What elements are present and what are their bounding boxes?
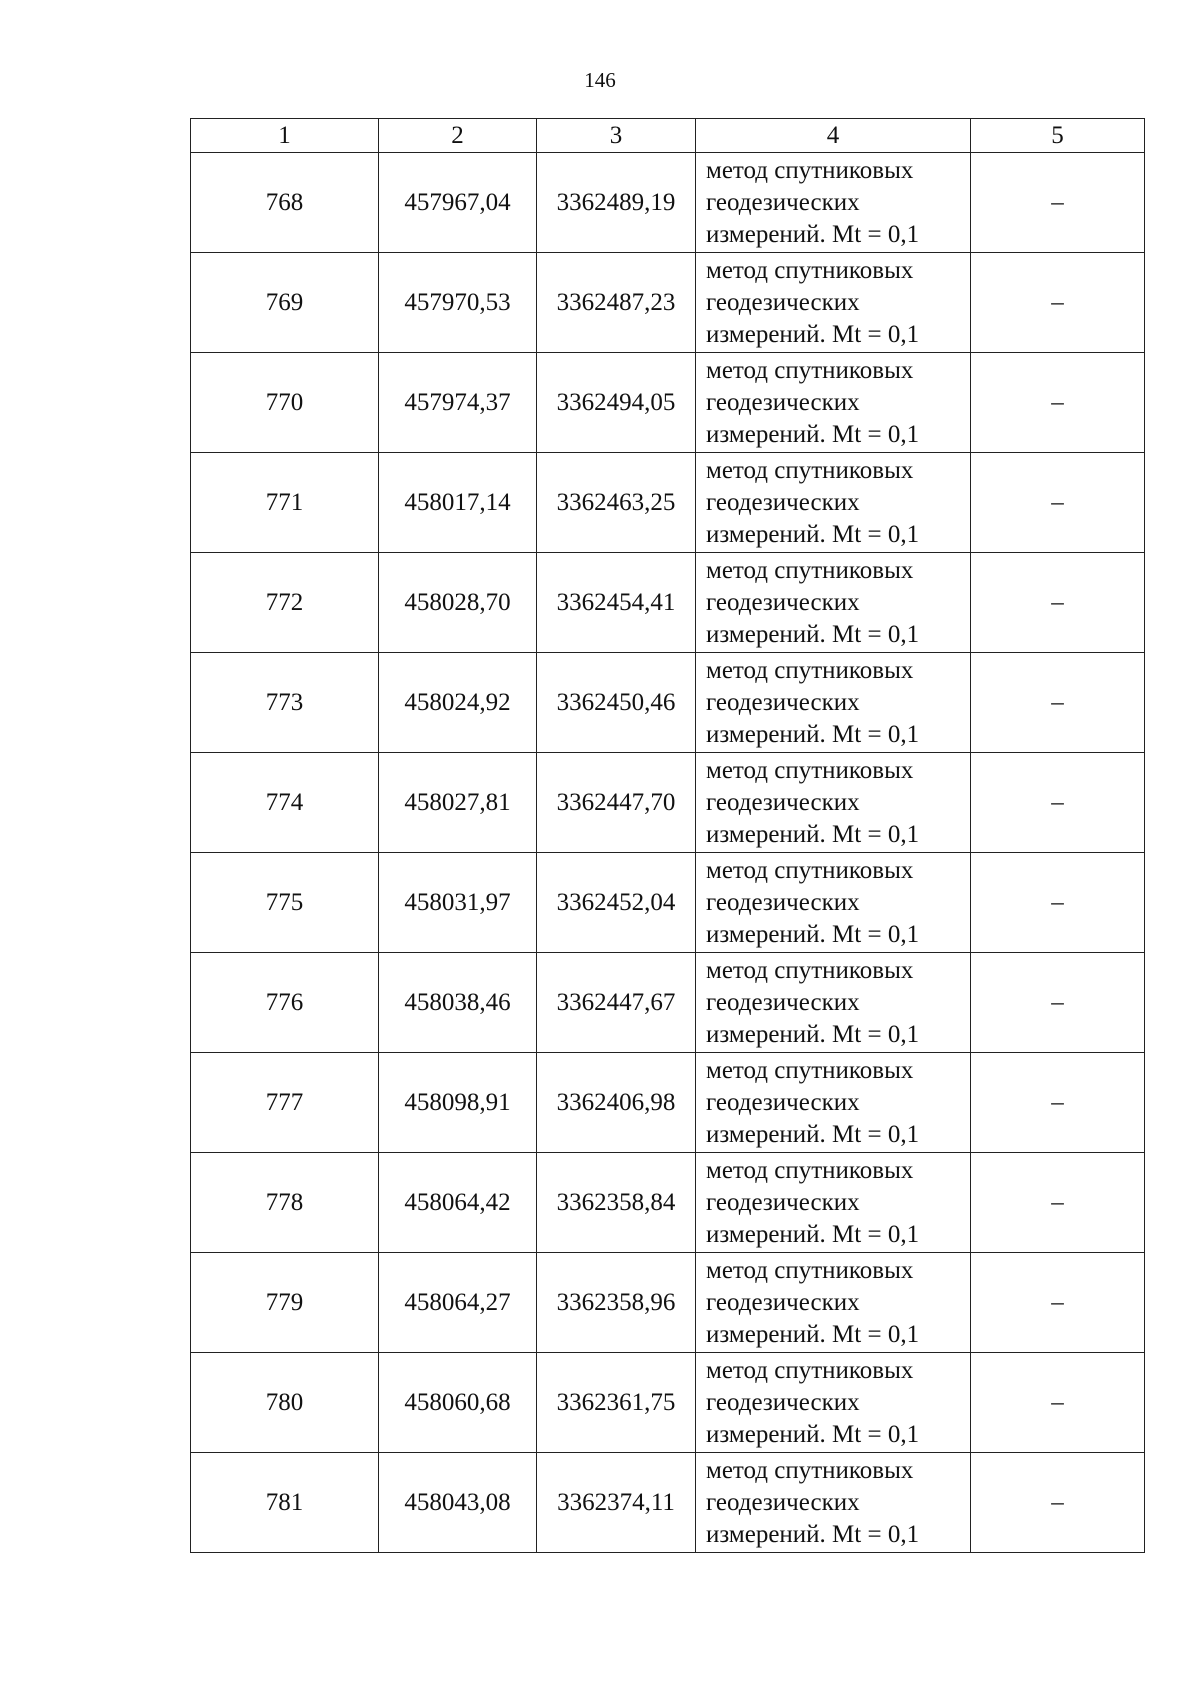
method-text-line: геодезических — [706, 888, 860, 916]
method-text-line: метод спутниковых — [706, 156, 914, 184]
note-cell: – — [971, 1253, 1145, 1353]
point-number-cell: 776 — [191, 953, 379, 1053]
method-text-line: измерений. Mt = 0,1 — [706, 1520, 920, 1548]
x-coordinate-cell: 458064,42 — [379, 1153, 537, 1253]
method-text-line: геодезических — [706, 188, 860, 216]
x-coordinate-cell: 458060,68 — [379, 1353, 537, 1453]
x-coordinate-cell: 458038,46 — [379, 953, 537, 1053]
method-text-line: геодезических — [706, 288, 860, 316]
method-text-line: измерений. Mt = 0,1 — [706, 1220, 920, 1248]
point-number-cell: 774 — [191, 753, 379, 853]
method-cell — [696, 453, 971, 553]
method-cell — [696, 153, 971, 253]
method-text-line: измерений. Mt = 0,1 — [706, 420, 920, 448]
method-text-line: геодезических — [706, 488, 860, 516]
point-number-cell: 771 — [191, 453, 379, 553]
page-number: 146 — [584, 68, 616, 92]
method-text-line: геодезических — [706, 588, 860, 616]
method-cell — [696, 653, 971, 753]
method-text-line: геодезических — [706, 1288, 860, 1316]
point-number-cell: 781 — [191, 1453, 379, 1553]
table-row — [191, 753, 1145, 853]
method-text-line: измерений. Mt = 0,1 — [706, 820, 920, 848]
method-text-line: измерений. Mt = 0,1 — [706, 620, 920, 648]
point-number-cell: 772 — [191, 553, 379, 653]
x-coordinate-cell: 458043,08 — [379, 1453, 537, 1553]
table-row — [191, 1053, 1145, 1153]
table-row — [191, 553, 1145, 653]
table-row — [191, 953, 1145, 1053]
header-col-2: 2 — [379, 119, 537, 153]
method-text-line: метод спутниковых — [706, 1356, 914, 1384]
method-text-line: метод спутниковых — [706, 856, 914, 884]
method-cell — [696, 1453, 971, 1553]
y-coordinate-cell: 3362454,41 — [537, 553, 696, 653]
table-body — [191, 153, 1145, 1553]
method-text-line: геодезических — [706, 1088, 860, 1116]
method-text-line: геодезических — [706, 688, 860, 716]
method-text-line: метод спутниковых — [706, 1456, 914, 1484]
method-text-line: измерений. Mt = 0,1 — [706, 1320, 920, 1348]
point-number-cell: 778 — [191, 1153, 379, 1253]
y-coordinate-cell: 3362489,19 — [537, 153, 696, 253]
y-coordinate-cell: 3362447,70 — [537, 753, 696, 853]
method-text-line: измерений. Mt = 0,1 — [706, 1020, 920, 1048]
y-coordinate-cell: 3362358,96 — [537, 1253, 696, 1353]
note-cell: – — [971, 353, 1145, 453]
note-cell: – — [971, 1053, 1145, 1153]
method-text-line: измерений. Mt = 0,1 — [706, 720, 920, 748]
table-row — [191, 853, 1145, 953]
point-number-cell: 780 — [191, 1353, 379, 1453]
method-cell — [696, 1353, 971, 1453]
x-coordinate-cell: 458017,14 — [379, 453, 537, 553]
note-cell: – — [971, 653, 1145, 753]
method-text-line: измерений. Mt = 0,1 — [706, 920, 920, 948]
x-coordinate-cell: 458028,70 — [379, 553, 537, 653]
method-text-line: геодезических — [706, 788, 860, 816]
point-number-cell: 770 — [191, 353, 379, 453]
note-cell: – — [971, 853, 1145, 953]
x-coordinate-cell: 458024,92 — [379, 653, 537, 753]
method-text-line: измерений. Mt = 0,1 — [706, 1120, 920, 1148]
method-cell — [696, 1053, 971, 1153]
method-text-line: геодезических — [706, 388, 860, 416]
method-text-line: метод спутниковых — [706, 1156, 914, 1184]
point-number-cell: 775 — [191, 853, 379, 953]
method-cell — [696, 353, 971, 453]
note-cell: – — [971, 753, 1145, 853]
method-text-line: метод спутниковых — [706, 1256, 914, 1284]
method-cell — [696, 853, 971, 953]
header-row — [191, 119, 1145, 153]
table-header — [191, 119, 1145, 153]
x-coordinate-cell: 458064,27 — [379, 1253, 537, 1353]
note-cell: – — [971, 1353, 1145, 1453]
method-cell — [696, 1153, 971, 1253]
table-row — [191, 1453, 1145, 1553]
point-number-cell: 779 — [191, 1253, 379, 1353]
note-cell: – — [971, 453, 1145, 553]
y-coordinate-cell: 3362447,67 — [537, 953, 696, 1053]
method-text-line: метод спутниковых — [706, 756, 914, 784]
method-text-line: измерений. Mt = 0,1 — [706, 220, 920, 248]
method-cell — [696, 953, 971, 1053]
method-text-line: метод спутниковых — [706, 956, 914, 984]
method-text-line: метод спутниковых — [706, 1056, 914, 1084]
x-coordinate-cell: 457974,37 — [379, 353, 537, 453]
y-coordinate-cell: 3362452,04 — [537, 853, 696, 953]
point-number-cell: 777 — [191, 1053, 379, 1153]
method-text-line: измерений. Mt = 0,1 — [706, 520, 920, 548]
y-coordinate-cell: 3362487,23 — [537, 253, 696, 353]
method-cell — [696, 253, 971, 353]
note-cell: – — [971, 953, 1145, 1053]
table-row — [191, 353, 1145, 453]
point-number-cell: 769 — [191, 253, 379, 353]
method-text-line: метод спутниковых — [706, 656, 914, 684]
method-text-line: измерений. Mt = 0,1 — [706, 1420, 920, 1448]
point-number-cell: 768 — [191, 153, 379, 253]
y-coordinate-cell: 3362450,46 — [537, 653, 696, 753]
y-coordinate-cell: 3362406,98 — [537, 1053, 696, 1153]
note-cell: – — [971, 1453, 1145, 1553]
note-cell: – — [971, 553, 1145, 653]
x-coordinate-cell: 458098,91 — [379, 1053, 537, 1153]
y-coordinate-cell: 3362361,75 — [537, 1353, 696, 1453]
table-row — [191, 1153, 1145, 1253]
note-cell: – — [971, 1153, 1145, 1253]
y-coordinate-cell: 3362374,11 — [537, 1453, 696, 1553]
method-text-line: геодезических — [706, 1388, 860, 1416]
method-text-line: метод спутниковых — [706, 356, 914, 384]
method-text-line: метод спутниковых — [706, 256, 914, 284]
method-text-line: геодезических — [706, 1188, 860, 1216]
method-text-line: геодезических — [706, 988, 860, 1016]
y-coordinate-cell: 3362463,25 — [537, 453, 696, 553]
y-coordinate-cell: 3362358,84 — [537, 1153, 696, 1253]
table-row — [191, 253, 1145, 353]
method-text-line: метод спутниковых — [706, 556, 914, 584]
method-text-line: геодезических — [706, 1488, 860, 1516]
header-col-1: 1 — [191, 119, 379, 153]
table-row — [191, 1353, 1145, 1453]
header-col-3: 3 — [537, 119, 696, 153]
x-coordinate-cell: 458031,97 — [379, 853, 537, 953]
header-col-5: 5 — [971, 119, 1145, 153]
method-cell — [696, 1253, 971, 1353]
x-coordinate-cell: 457967,04 — [379, 153, 537, 253]
method-cell — [696, 553, 971, 653]
note-cell: – — [971, 153, 1145, 253]
method-text-line: метод спутниковых — [706, 456, 914, 484]
y-coordinate-cell: 3362494,05 — [537, 353, 696, 453]
method-text-line: измерений. Mt = 0,1 — [706, 320, 920, 348]
x-coordinate-cell: 457970,53 — [379, 253, 537, 353]
header-col-4: 4 — [696, 119, 971, 153]
table-row — [191, 153, 1145, 253]
method-cell — [696, 753, 971, 853]
point-number-cell: 773 — [191, 653, 379, 753]
note-cell: – — [971, 253, 1145, 353]
x-coordinate-cell: 458027,81 — [379, 753, 537, 853]
table-row — [191, 453, 1145, 553]
coordinates-table — [190, 118, 1145, 1553]
table-row — [191, 1253, 1145, 1353]
table-row — [191, 653, 1145, 753]
